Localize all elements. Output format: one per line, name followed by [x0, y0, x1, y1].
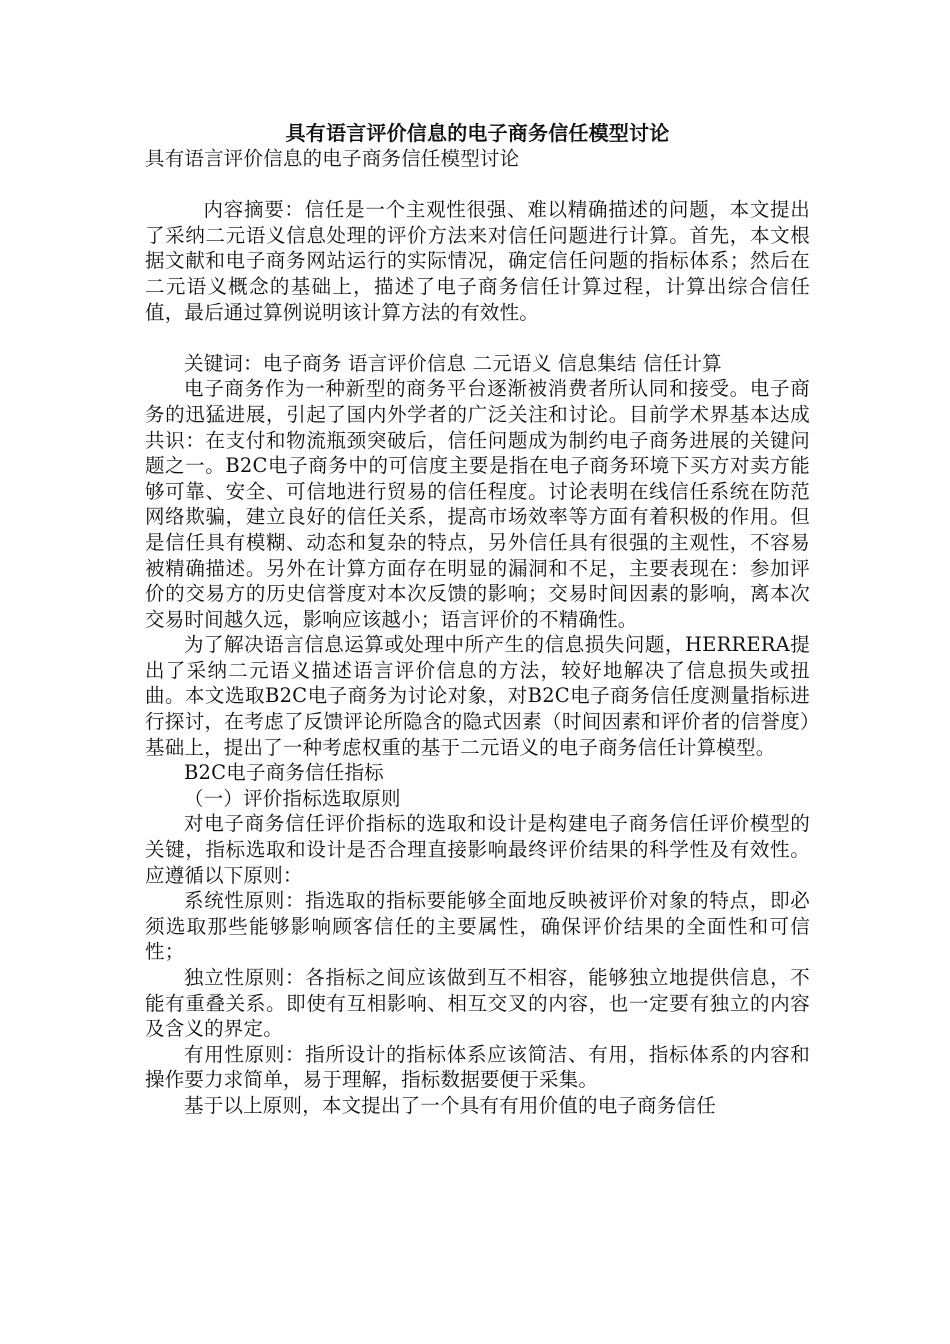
- document-title: 具有语言评价信息的电子商务信任模型讨论: [285, 121, 670, 145]
- document-body: [145, 120, 810, 1119]
- body-paragraph: 为了解决语言信息运算或处理中所产生的信息损失问题，HERRERA提出了采纳二元语义描述语言评价信息的方法，较好地解决了信息损失或扭曲。本文选取B2C电子商务为讨论对象，对B2C电子商务信任度测量指标进行探讨，在考虑了反馈评论所隐含的隐式因素（时间因素和评价者的信誉度）基础上，提出了一种考虑权重的基于二元语义的电子商务信任计算模型。: [145, 633, 810, 759]
- body-paragraph: 电子商务作为一种新型的商务平台逐渐被消费者所认同和接受。电子商务的迅猛进展，引起了国内外学者的广泛关注和讨论。目前学术界基本达成共识：在支付和物流瓶颈突破后，信任问题成为制约电子商务进展的关键问题之一。B2C电子商务中的可信度主要是指在电子商务环境下买方对卖方能够可靠、安全、可信地进行贸易的信任程度。讨论表明在线信任系统在防范网络欺骗，建立良好的信任关系，提高市场效率等方面有着积极的作用。但是信任具有模糊、动态和复杂的特点，另外信任具有很强的主观性，不容易被精确描述。另外在计算方面存在明显的漏洞和不足，主要表现在：参加评价的交易方的历史信誉度对本次反馈的影响；交易时间因素的影响，离本次交易时间越久远，影响应该越小；语言评价的不精确性。: [145, 377, 810, 631]
- subsection-heading: （一）评价指标选取原则: [184, 786, 401, 810]
- section-heading: B2C电子商务信任指标: [184, 761, 384, 785]
- blank-line: [145, 325, 810, 351]
- blank-line: [145, 172, 810, 198]
- keywords-paragraph: 关键词：电子商务 语言评价信息 二元语义 信息集结 信任计算: [184, 351, 722, 375]
- body-paragraph: 对电子商务信任评价指标的选取和设计是构建电子商务信任评价模型的关键，指标选取和设计是否合理直接影响最终评价结果的科学性及有效性。应遵循以下原则：: [145, 812, 810, 887]
- principle-paragraph: 系统性原则：指选取的指标要能够全面地反映被评价对象的特点，即必须选取那些能够影响顾客信任的主要属性，确保评价结果的全面性和可信性；: [145, 889, 810, 964]
- principle-paragraph: 有用性原则：指所设计的指标体系应该简洁、有用，指标体系的内容和操作要力求简单，易于理解，指标数据要便于采集。: [145, 1042, 810, 1092]
- document-subtitle: 具有语言评价信息的电子商务信任模型讨论: [145, 147, 520, 170]
- body-paragraph: 基于以上原则，本文提出了一个具有有用价值的电子商务信任: [184, 1093, 716, 1117]
- abstract-paragraph: 内容摘要：信任是一个主观性很强、难以精确描述的问题，本文提出了采纳二元语义信息处理的评价方法来对信任问题进行计算。首先，本文根据文献和电子商务网站运行的实际情况，确定信任问题的指标体系；然后在二元语义概念的基础上，描述了电子商务信任计算过程，计算出综合信任值，最后通过算例说明该计算方法的有效性。: [145, 198, 810, 324]
- principle-paragraph: 独立性原则：各指标之间应该做到互不相容，能够独立地提供信息，不能有重叠关系。即使有互相影响、相互交叉的内容，也一定要有独立的内容及含义的界定。: [145, 966, 810, 1041]
